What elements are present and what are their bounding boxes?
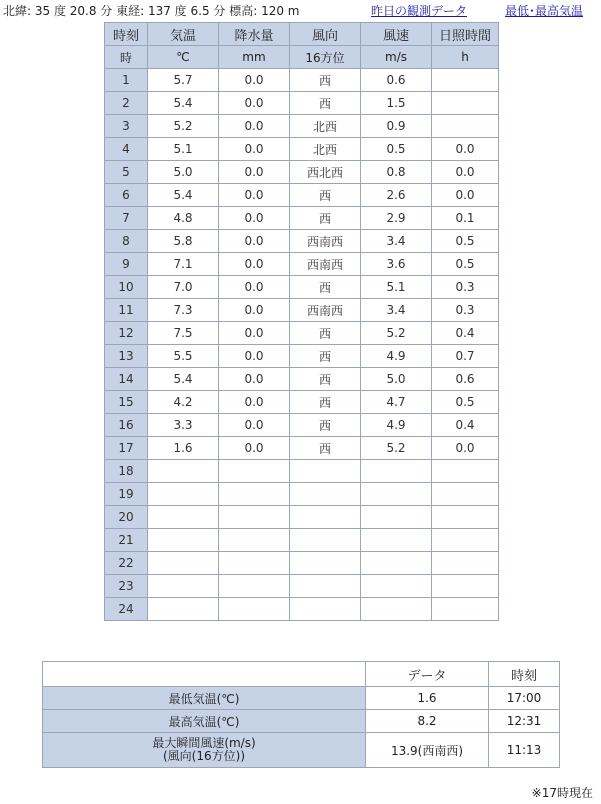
cell-wind-speed: 5.2 [361, 322, 432, 345]
header-sunshine: 日照時間 [432, 23, 499, 46]
unit-hour: 時 [105, 46, 148, 69]
header-hour: 時刻 [105, 23, 148, 46]
cell-sunshine: 0.7 [432, 345, 499, 368]
cell-hour: 22 [105, 552, 148, 575]
cell-wind-speed [361, 483, 432, 506]
table-row [105, 115, 499, 138]
cell-temperature: 4.8 [148, 207, 219, 230]
cell-hour: 11 [105, 299, 148, 322]
cell-hour: 3 [105, 115, 148, 138]
cell-sunshine [432, 552, 499, 575]
cell-wind-speed: 0.8 [361, 161, 432, 184]
cell-temperature: 5.0 [148, 161, 219, 184]
table-row [105, 276, 499, 299]
summary-label-line2: (風向(16方位)) [163, 749, 245, 763]
cell-hour: 6 [105, 184, 148, 207]
cell-temperature: 5.4 [148, 92, 219, 115]
cell-hour: 4 [105, 138, 148, 161]
min-max-temp-link[interactable]: 最低･最高気温 [505, 4, 584, 18]
header-row [105, 23, 499, 46]
table-row [105, 460, 499, 483]
unit-wind-speed: m/s [361, 46, 432, 69]
cell-precipitation: 0.0 [219, 138, 290, 161]
cell-hour: 13 [105, 345, 148, 368]
cell-precipitation: 0.0 [219, 322, 290, 345]
table-row [105, 391, 499, 414]
cell-wind-direction [290, 529, 361, 552]
cell-wind-speed: 2.9 [361, 207, 432, 230]
cell-sunshine: 0.6 [432, 368, 499, 391]
cell-sunshine [432, 92, 499, 115]
location-info: 北緯: 35 度 20.8 分 東経: 137 度 6.5 分 標高: 120 m [3, 4, 300, 18]
cell-temperature: 7.0 [148, 276, 219, 299]
cell-temperature: 7.1 [148, 253, 219, 276]
summary-time: 17:00 [489, 687, 560, 710]
cell-wind-speed [361, 598, 432, 621]
cell-precipitation: 0.0 [219, 276, 290, 299]
cell-wind-speed: 4.7 [361, 391, 432, 414]
cell-temperature: 4.2 [148, 391, 219, 414]
cell-sunshine: 0.0 [432, 138, 499, 161]
cell-precipitation: 0.0 [219, 414, 290, 437]
cell-wind-speed: 0.6 [361, 69, 432, 92]
cell-sunshine: 0.3 [432, 276, 499, 299]
cell-wind-speed [361, 552, 432, 575]
cell-wind-direction: 西 [290, 414, 361, 437]
cell-wind-direction [290, 506, 361, 529]
cell-wind-speed: 3.6 [361, 253, 432, 276]
cell-sunshine [432, 69, 499, 92]
cell-precipitation: 0.0 [219, 437, 290, 460]
table-row [105, 322, 499, 345]
summary-value: 1.6 [366, 687, 489, 710]
cell-sunshine [432, 115, 499, 138]
cell-temperature: 5.4 [148, 184, 219, 207]
cell-precipitation: 0.0 [219, 207, 290, 230]
table-row [105, 207, 499, 230]
summary-label [43, 733, 366, 768]
cell-hour: 10 [105, 276, 148, 299]
cell-hour: 23 [105, 575, 148, 598]
summary-header-row [43, 662, 560, 687]
cell-hour: 16 [105, 414, 148, 437]
cell-sunshine: 0.0 [432, 161, 499, 184]
cell-wind-direction: 西 [290, 69, 361, 92]
cell-hour: 7 [105, 207, 148, 230]
cell-precipitation [219, 506, 290, 529]
cell-hour: 20 [105, 506, 148, 529]
cell-precipitation: 0.0 [219, 391, 290, 414]
cell-wind-speed: 3.4 [361, 299, 432, 322]
table-row [105, 299, 499, 322]
table-row [105, 598, 499, 621]
cell-temperature: 5.8 [148, 230, 219, 253]
cell-temperature [148, 506, 219, 529]
as-of-note: ※17時現在 [531, 786, 593, 800]
cell-hour: 15 [105, 391, 148, 414]
table-row [105, 575, 499, 598]
summary-value: 8.2 [366, 710, 489, 733]
summary-label: 最高気温(℃) [43, 710, 366, 733]
cell-precipitation [219, 460, 290, 483]
cell-hour: 24 [105, 598, 148, 621]
table-row [105, 230, 499, 253]
location-bar [0, 2, 601, 20]
cell-hour: 12 [105, 322, 148, 345]
cell-temperature: 7.3 [148, 299, 219, 322]
cell-wind-direction: 北西 [290, 115, 361, 138]
table-row [105, 161, 499, 184]
unit-precipitation: mm [219, 46, 290, 69]
table-row [105, 184, 499, 207]
cell-wind-speed: 5.0 [361, 368, 432, 391]
header-temperature: 気温 [148, 23, 219, 46]
cell-precipitation: 0.0 [219, 253, 290, 276]
table-row [105, 253, 499, 276]
cell-temperature: 5.7 [148, 69, 219, 92]
cell-temperature [148, 483, 219, 506]
cell-wind-direction [290, 460, 361, 483]
cell-wind-direction: 西 [290, 391, 361, 414]
cell-sunshine: 0.1 [432, 207, 499, 230]
cell-wind-direction: 西 [290, 368, 361, 391]
cell-wind-direction: 西 [290, 92, 361, 115]
table-row [105, 529, 499, 552]
cell-hour: 18 [105, 460, 148, 483]
cell-wind-speed [361, 575, 432, 598]
summary-time: 11:13 [489, 733, 560, 768]
header-wind-direction: 風向 [290, 23, 361, 46]
summary-time: 12:31 [489, 710, 560, 733]
cell-sunshine [432, 483, 499, 506]
cell-temperature: 5.2 [148, 115, 219, 138]
cell-wind-speed: 5.2 [361, 437, 432, 460]
cell-precipitation: 0.0 [219, 161, 290, 184]
summary-row-max-gust [43, 733, 560, 768]
cell-wind-speed [361, 460, 432, 483]
table-row [105, 552, 499, 575]
cell-wind-direction: 西南西 [290, 230, 361, 253]
cell-hour: 17 [105, 437, 148, 460]
cell-sunshine: 0.5 [432, 391, 499, 414]
table-row [105, 368, 499, 391]
cell-wind-direction: 北西 [290, 138, 361, 161]
cell-temperature [148, 575, 219, 598]
cell-temperature [148, 460, 219, 483]
cell-sunshine: 0.5 [432, 230, 499, 253]
cell-temperature: 5.4 [148, 368, 219, 391]
cell-precipitation [219, 483, 290, 506]
cell-precipitation: 0.0 [219, 92, 290, 115]
summary-row-min-temp [43, 687, 560, 710]
cell-sunshine: 0.3 [432, 299, 499, 322]
cell-sunshine [432, 460, 499, 483]
header-wind-speed: 風速 [361, 23, 432, 46]
cell-hour: 19 [105, 483, 148, 506]
cell-temperature: 1.6 [148, 437, 219, 460]
unit-temperature: ℃ [148, 46, 219, 69]
summary-header-time: 時刻 [489, 662, 560, 687]
cell-wind-direction: 西北西 [290, 161, 361, 184]
summary-header-label [43, 662, 366, 687]
cell-wind-direction: 西 [290, 345, 361, 368]
table-row [105, 92, 499, 115]
yesterday-data-link[interactable]: 昨日の観測データ [371, 4, 468, 18]
header-precipitation: 降水量 [219, 23, 290, 46]
cell-wind-direction: 西南西 [290, 299, 361, 322]
cell-hour: 21 [105, 529, 148, 552]
cell-wind-direction [290, 483, 361, 506]
cell-precipitation: 0.0 [219, 368, 290, 391]
cell-wind-direction [290, 552, 361, 575]
cell-sunshine: 0.4 [432, 322, 499, 345]
cell-sunshine: 0.5 [432, 253, 499, 276]
cell-hour: 2 [105, 92, 148, 115]
cell-temperature: 5.1 [148, 138, 219, 161]
summary-row-max-temp [43, 710, 560, 733]
cell-precipitation [219, 529, 290, 552]
cell-wind-speed: 0.9 [361, 115, 432, 138]
cell-precipitation: 0.0 [219, 184, 290, 207]
cell-wind-speed: 3.4 [361, 230, 432, 253]
cell-sunshine: 0.0 [432, 184, 499, 207]
table-row [105, 437, 499, 460]
cell-wind-direction [290, 575, 361, 598]
summary-header-data: データ [366, 662, 489, 687]
cell-temperature [148, 552, 219, 575]
cell-wind-speed: 0.5 [361, 138, 432, 161]
cell-wind-direction: 西 [290, 207, 361, 230]
unit-sunshine: h [432, 46, 499, 69]
cell-precipitation: 0.0 [219, 69, 290, 92]
table-row [105, 414, 499, 437]
cell-sunshine: 0.4 [432, 414, 499, 437]
cell-sunshine [432, 506, 499, 529]
daily-summary-table [42, 661, 560, 768]
cell-precipitation: 0.0 [219, 230, 290, 253]
cell-wind-direction: 西 [290, 437, 361, 460]
cell-sunshine [432, 529, 499, 552]
cell-wind-speed: 5.1 [361, 276, 432, 299]
cell-wind-direction: 西 [290, 322, 361, 345]
cell-temperature: 7.5 [148, 322, 219, 345]
summary-label-line1: 最大瞬間風速(m/s) [152, 736, 256, 750]
cell-sunshine: 0.0 [432, 437, 499, 460]
cell-precipitation: 0.0 [219, 115, 290, 138]
cell-precipitation: 0.0 [219, 299, 290, 322]
cell-sunshine [432, 598, 499, 621]
cell-wind-direction: 西 [290, 276, 361, 299]
cell-hour: 14 [105, 368, 148, 391]
cell-sunshine [432, 575, 499, 598]
observation-rows [105, 69, 499, 621]
cell-wind-direction: 西 [290, 184, 361, 207]
cell-wind-speed: 4.9 [361, 345, 432, 368]
table-row [105, 345, 499, 368]
summary-value: 13.9(西南西) [366, 733, 489, 768]
cell-temperature [148, 529, 219, 552]
cell-temperature [148, 598, 219, 621]
cell-hour: 1 [105, 69, 148, 92]
cell-wind-speed: 4.9 [361, 414, 432, 437]
table-row [105, 483, 499, 506]
cell-precipitation: 0.0 [219, 345, 290, 368]
cell-wind-speed [361, 506, 432, 529]
table-row [105, 69, 499, 92]
summary-label: 最低気温(℃) [43, 687, 366, 710]
cell-hour: 8 [105, 230, 148, 253]
cell-wind-direction [290, 598, 361, 621]
cell-precipitation [219, 598, 290, 621]
hourly-observation-table [104, 22, 499, 621]
cell-wind-direction: 西南西 [290, 253, 361, 276]
cell-hour: 5 [105, 161, 148, 184]
cell-wind-speed [361, 529, 432, 552]
cell-hour: 9 [105, 253, 148, 276]
table-row [105, 506, 499, 529]
cell-precipitation [219, 575, 290, 598]
cell-wind-speed: 2.6 [361, 184, 432, 207]
cell-precipitation [219, 552, 290, 575]
units-row [105, 46, 499, 69]
table-row [105, 138, 499, 161]
cell-temperature: 5.5 [148, 345, 219, 368]
unit-wind-direction: 16方位 [290, 46, 361, 69]
cell-wind-speed: 1.5 [361, 92, 432, 115]
cell-temperature: 3.3 [148, 414, 219, 437]
